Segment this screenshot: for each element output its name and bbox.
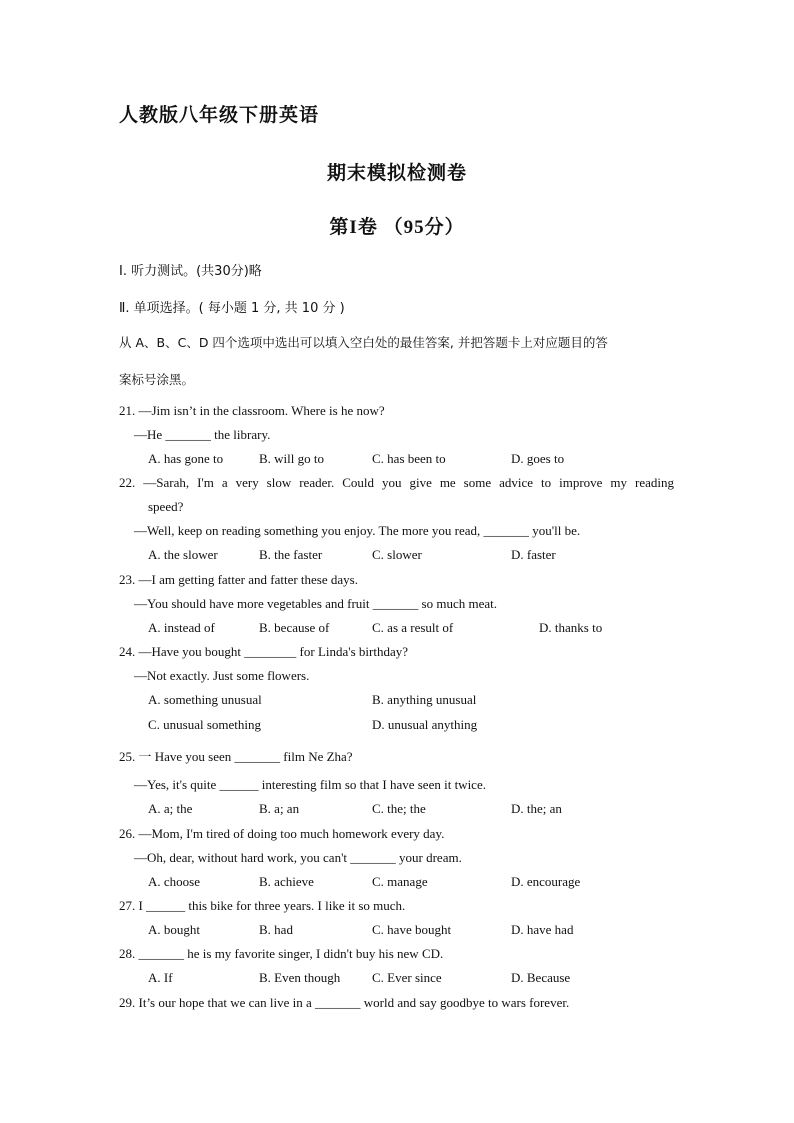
option-d: D. goes to — [511, 451, 565, 466]
option-a: A. instead of — [148, 620, 215, 635]
question-24-line: 24. —Have you bought ________ for Linda's birthday? — [119, 644, 409, 659]
question-21-line: —He _______ the library. — [134, 427, 271, 442]
question-23-line: 23. —I am getting fatter and fatter these days. — [119, 572, 358, 587]
question-21-line: 21. —Jim isn’t in the classroom. Where is he now? — [119, 403, 385, 418]
option-c: C. unusual something — [148, 717, 262, 732]
option-d: D. the; an — [511, 801, 562, 816]
question-24-line: —Not exactly. Just some flowers. — [134, 668, 310, 683]
option-b: B. anything unusual — [372, 692, 477, 707]
part-title: 第I卷 （95分） — [329, 217, 465, 238]
option-b: B. a; an — [259, 801, 300, 816]
question-22-line: speed? — [148, 499, 184, 514]
question-22-line: —Well, keep on reading something you enjoy. The more you read, _______ you'll be. — [134, 523, 581, 538]
question-25-line: —Yes, it's quite ______ interesting film so that I have seen it twice. — [134, 777, 486, 792]
question-22-line: 22. —Sarah, I'm a very slow reader. Could you give me some advice to improve my reading — [119, 475, 674, 490]
option-c: C. have bought — [372, 922, 452, 937]
option-c: C. manage — [372, 874, 428, 889]
option-b: B. the faster — [259, 547, 323, 562]
option-d: D. have had — [511, 922, 574, 937]
option-a: A. If — [148, 970, 173, 985]
option-b: B. will go to — [259, 451, 325, 466]
question-27-line: 27. I ______ this bike for three years. I like it so much. — [119, 898, 406, 913]
option-c: C. has been to — [372, 451, 446, 466]
option-b: B. Even though — [259, 970, 341, 985]
option-c: C. the; the — [372, 801, 426, 816]
option-a: A. the slower — [148, 547, 218, 562]
option-b: B. achieve — [259, 874, 314, 889]
listening-section: I. 听力测试。(共30分)略 — [119, 264, 262, 279]
option-c: C. as a result of — [372, 620, 454, 635]
exam-title: 期末模拟检测卷 — [326, 163, 467, 184]
option-c: C. slower — [372, 547, 422, 562]
instruction-line-1: 从 A、B、C、D 四个选项中选出可以填入空白处的最佳答案, 并把答题卡上对应题目的答 — [119, 335, 608, 350]
option-b: B. had — [259, 922, 293, 937]
single-choice-section: Ⅱ. 单项选择。( 每小题 1 分, 共 10 分 ) — [119, 301, 345, 316]
question-23-line: —You should have more vegetables and fruit _______ so much meat. — [134, 596, 497, 611]
book-title: 人教版八年级下册英语 — [119, 105, 320, 126]
question-29-line: 29. It’s our hope that we can live in a _______ world and say goodbye to wars forever. — [119, 995, 570, 1010]
question-28-line: 28. _______ he is my favorite singer, I didn't buy his new CD. — [119, 946, 444, 961]
instruction-line-2: 案标号涂黑。 — [119, 372, 195, 387]
option-a: A. bought — [148, 922, 200, 937]
option-c: C. Ever since — [372, 970, 442, 985]
option-a: A. choose — [148, 874, 200, 889]
option-a: A. a; the — [148, 801, 193, 816]
option-d: D. unusual anything — [372, 717, 478, 732]
option-d: D. encourage — [511, 874, 581, 889]
question-25-line: 25. 一 Have you seen _______ film Ne Zha? — [119, 749, 353, 764]
option-b: B. because of — [259, 620, 330, 635]
question-26-line: 26. —Mom, I'm tired of doing too much homework every day. — [119, 826, 445, 841]
option-d: D. thanks to — [539, 620, 603, 635]
option-d: D. faster — [511, 547, 556, 562]
question-26-line: —Oh, dear, without hard work, you can't _______ your dream. — [134, 850, 462, 865]
option-a: A. has gone to — [148, 451, 224, 466]
option-a: A. something unusual — [148, 692, 262, 707]
option-d: D. Because — [511, 970, 571, 985]
